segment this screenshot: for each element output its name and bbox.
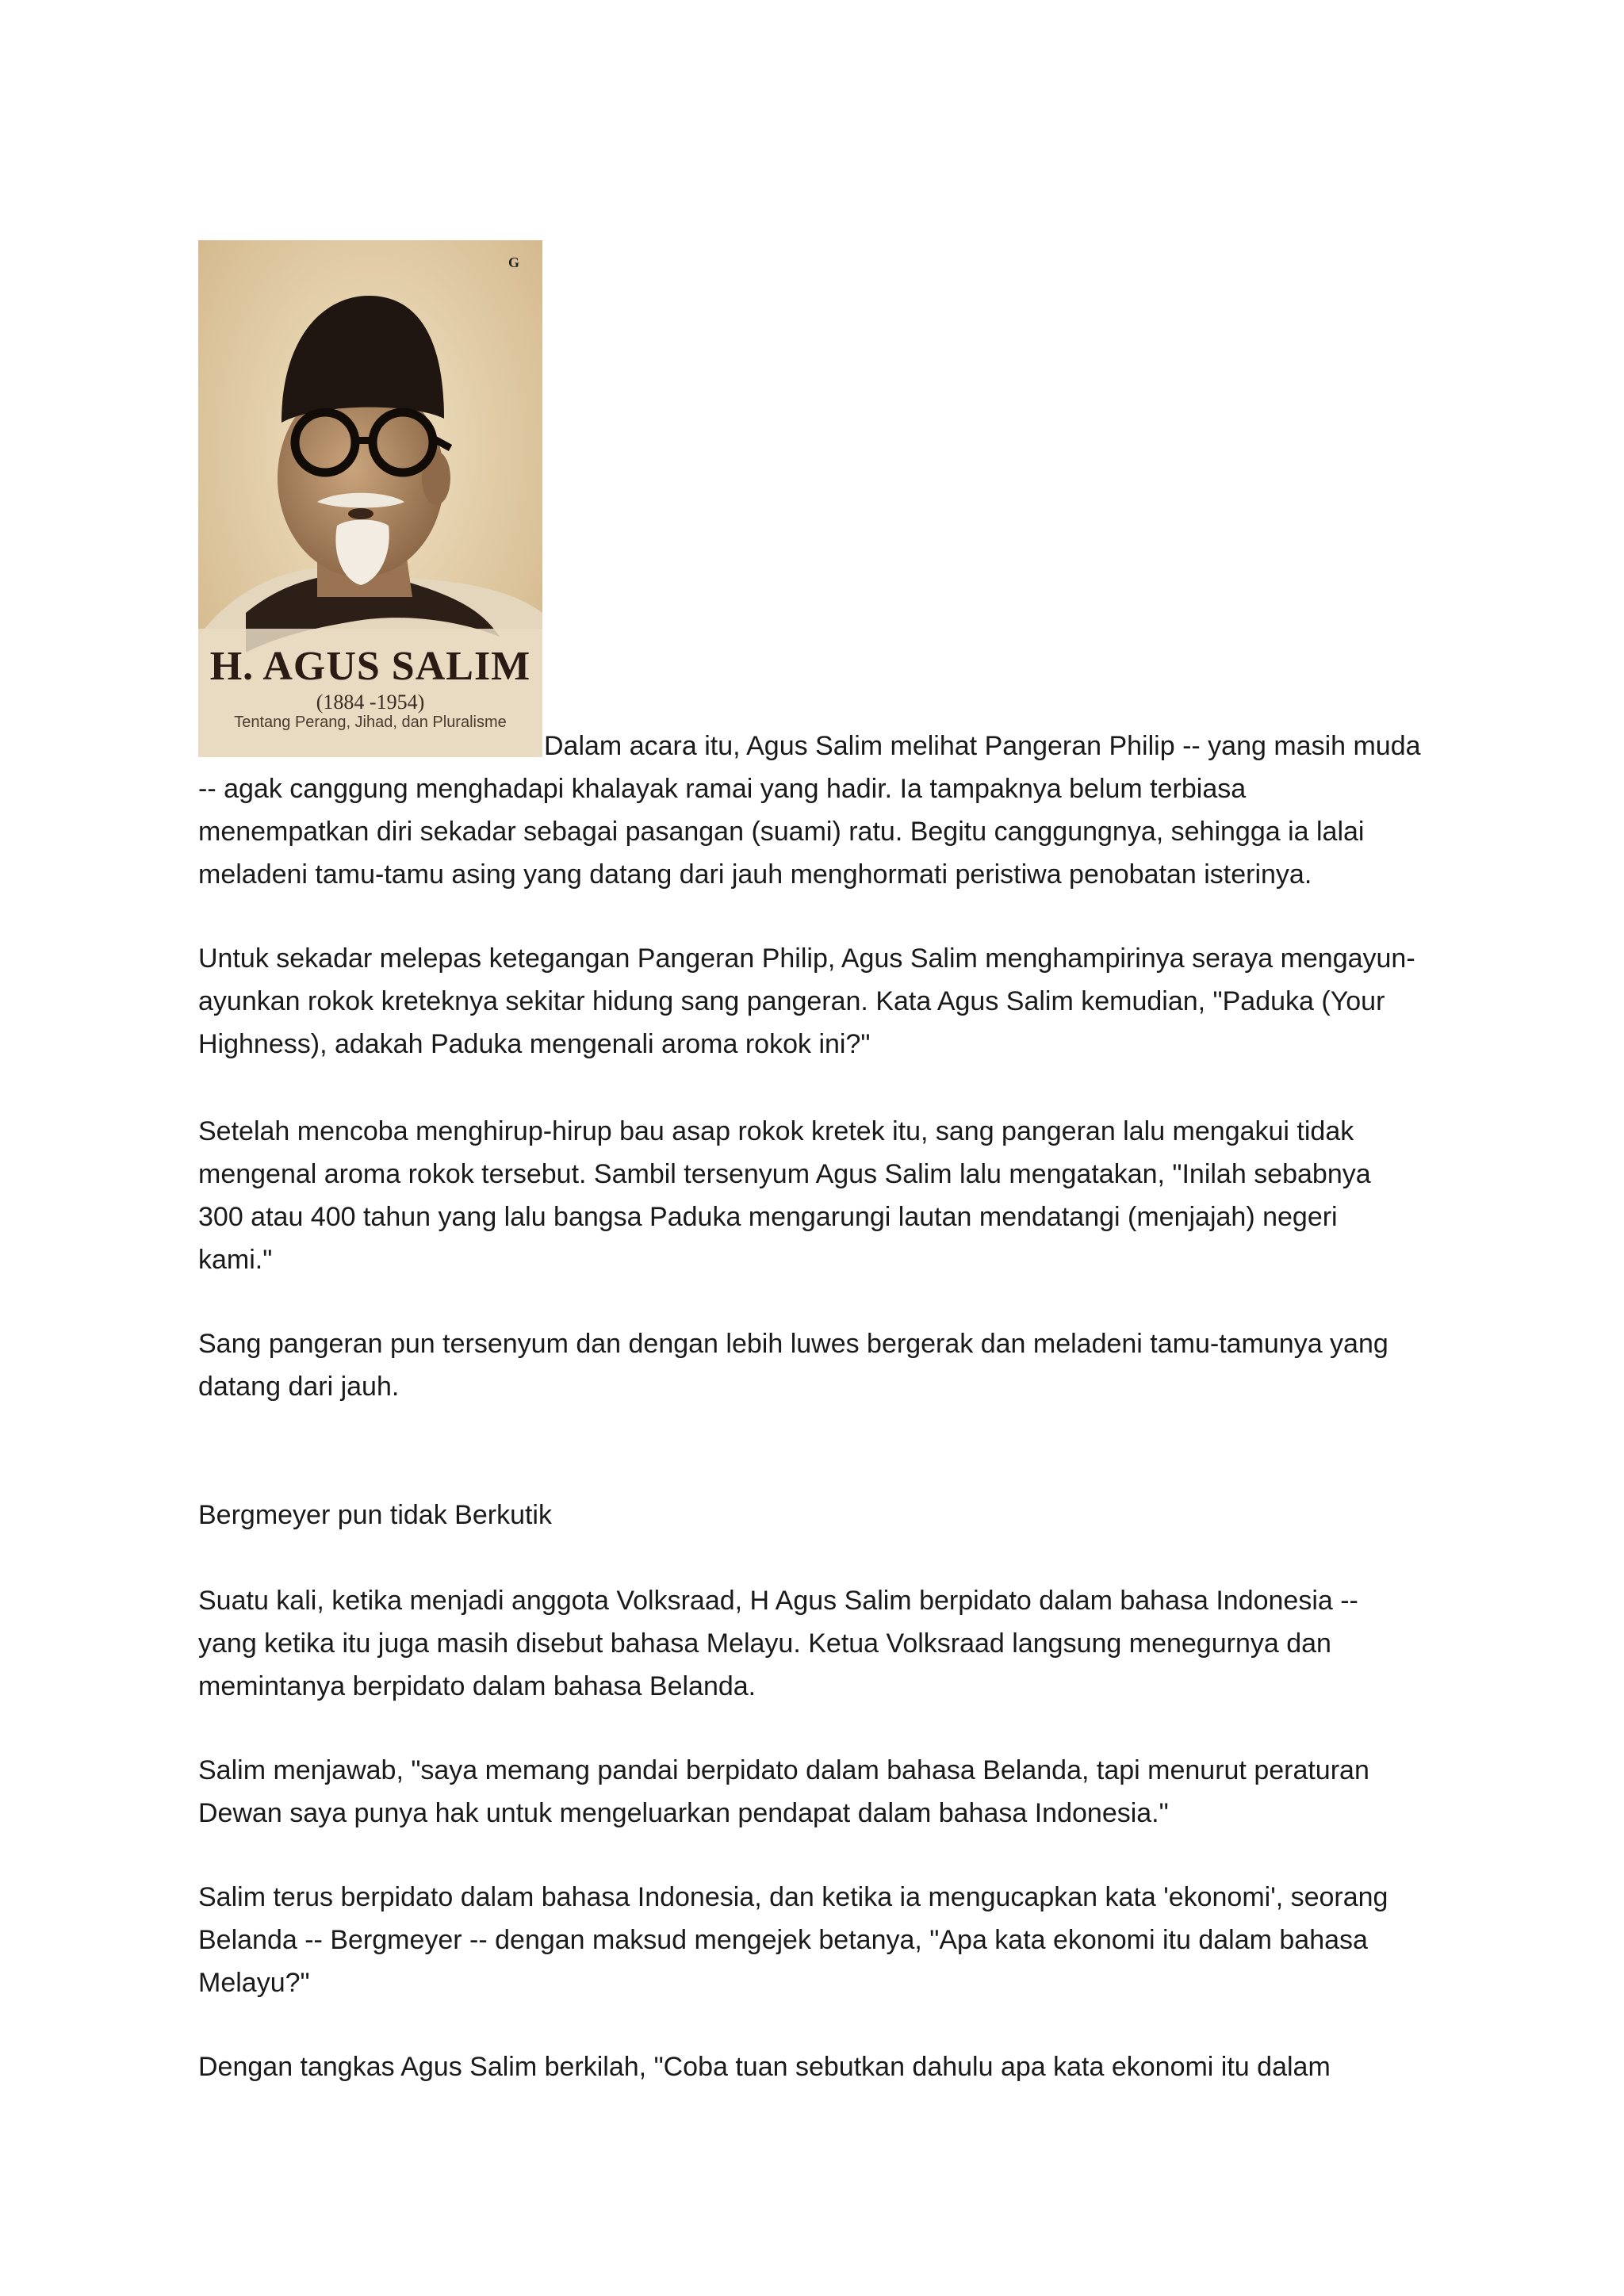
text-line: Suatu kali, ketika menjadi anggota Volksraad, H Agus Salim berpidato dalam bahasa Indonesia -- (198, 1586, 1358, 1616)
text-line: -- agak canggung menghadapi khalayak ramai yang hadir. Ia tampaknya belum terbiasa (198, 774, 1247, 804)
text-line: 300 atau 400 tahun yang lalu bangsa Paduka mengarungi lautan mendatangi (menjajah) negeri (198, 1202, 1338, 1232)
paragraph-6 (198, 1749, 1435, 1835)
text-line: ayunkan rokok kreteknya sekitar hidung sang pangeran. Kata Agus Salim kemudian, "Paduka (Your (198, 986, 1385, 1016)
text-line: Dengan tangkas Agus Salim berkilah, "Coba tuan sebutkan dahulu apa kata ekonomi itu dalam (198, 2052, 1331, 2082)
text-line: meladeni tamu-tamu asing yang datang dari jauh menghormati peristiwa penobatan isterinya. (198, 859, 1312, 890)
text-line: kami." (198, 1245, 273, 1275)
paragraph-3 (198, 1110, 1435, 1281)
cover-subtitle: Tentang Perang, Jihad, dan Pluralisme (234, 714, 507, 731)
text-line: Dalam acara itu, Agus Salim melihat Pangeran Philip -- yang masih muda (544, 731, 1421, 761)
text-line: Dewan saya punya hak untuk mengeluarkan pendapat dalam bahasa Indonesia." (198, 1798, 1169, 1828)
section-heading (198, 1494, 1435, 1536)
heading-text: Bergmeyer pun tidak Berkutik (198, 1500, 552, 1530)
paragraph-4 (198, 1322, 1435, 1408)
text-line: Salim terus berpidato dalam bahasa Indonesia, dan ketika ia mengucapkan kata 'ekonomi', seorang (198, 1882, 1388, 1912)
paragraph-7 (198, 1876, 1435, 2004)
cover-title: H. AGUS SALIM (209, 644, 531, 689)
paragraph-5 (198, 1579, 1435, 1708)
text-line: menempatkan diri sekadar sebagai pasangan (suami) ratu. Begitu canggungnya, sehingga ia lalai (198, 817, 1365, 847)
text-line: Highness), adakah Paduka mengenali aroma rokok ini?" (198, 1029, 871, 1059)
text-line: yang ketika itu juga masih disebut bahasa Melayu. Ketua Volksraad langsung menegurnya dan (198, 1628, 1331, 1659)
text-line: Salim menjawab, "saya memang pandai berpidato dalam bahasa Belanda, tapi menurut peraturan (198, 1755, 1369, 1785)
text-line: Untuk sekadar melepas ketegangan Pangeran Philip, Agus Salim menghampirinya seraya mengayun- (198, 943, 1415, 974)
paragraph-2 (198, 937, 1435, 1066)
text-line: datang dari jauh. (198, 1372, 400, 1402)
paragraph-8 (198, 2045, 1435, 2088)
text-line: Setelah mencoba menghirup-hirup bau asap rokok kretek itu, sang pangeran lalu mengakui tidak (198, 1116, 1354, 1146)
text-line: Melayu?" (198, 1968, 310, 1998)
text-line: Sang pangeran pun tersenyum dan dengan lebih luwes bergerak dan meladeni tamu-tamunya yang (198, 1329, 1388, 1359)
text-line: Belanda -- Bergmeyer -- dengan maksud mengejek betanya, "Apa kata ekonomi itu dalam bahasa (198, 1925, 1368, 1955)
publisher-logo-icon: G (508, 254, 519, 270)
book-cover-image (198, 240, 542, 757)
text-line: mengenal aroma rokok tersebut. Sambil tersenyum Agus Salim lalu mengatakan, "Inilah sebabnya (198, 1159, 1371, 1189)
paragraph-1 (198, 725, 1435, 896)
text-line: memintanya berpidato dalam bahasa Belanda. (198, 1671, 756, 1701)
cover-years: (1884 -1954) (316, 691, 425, 714)
